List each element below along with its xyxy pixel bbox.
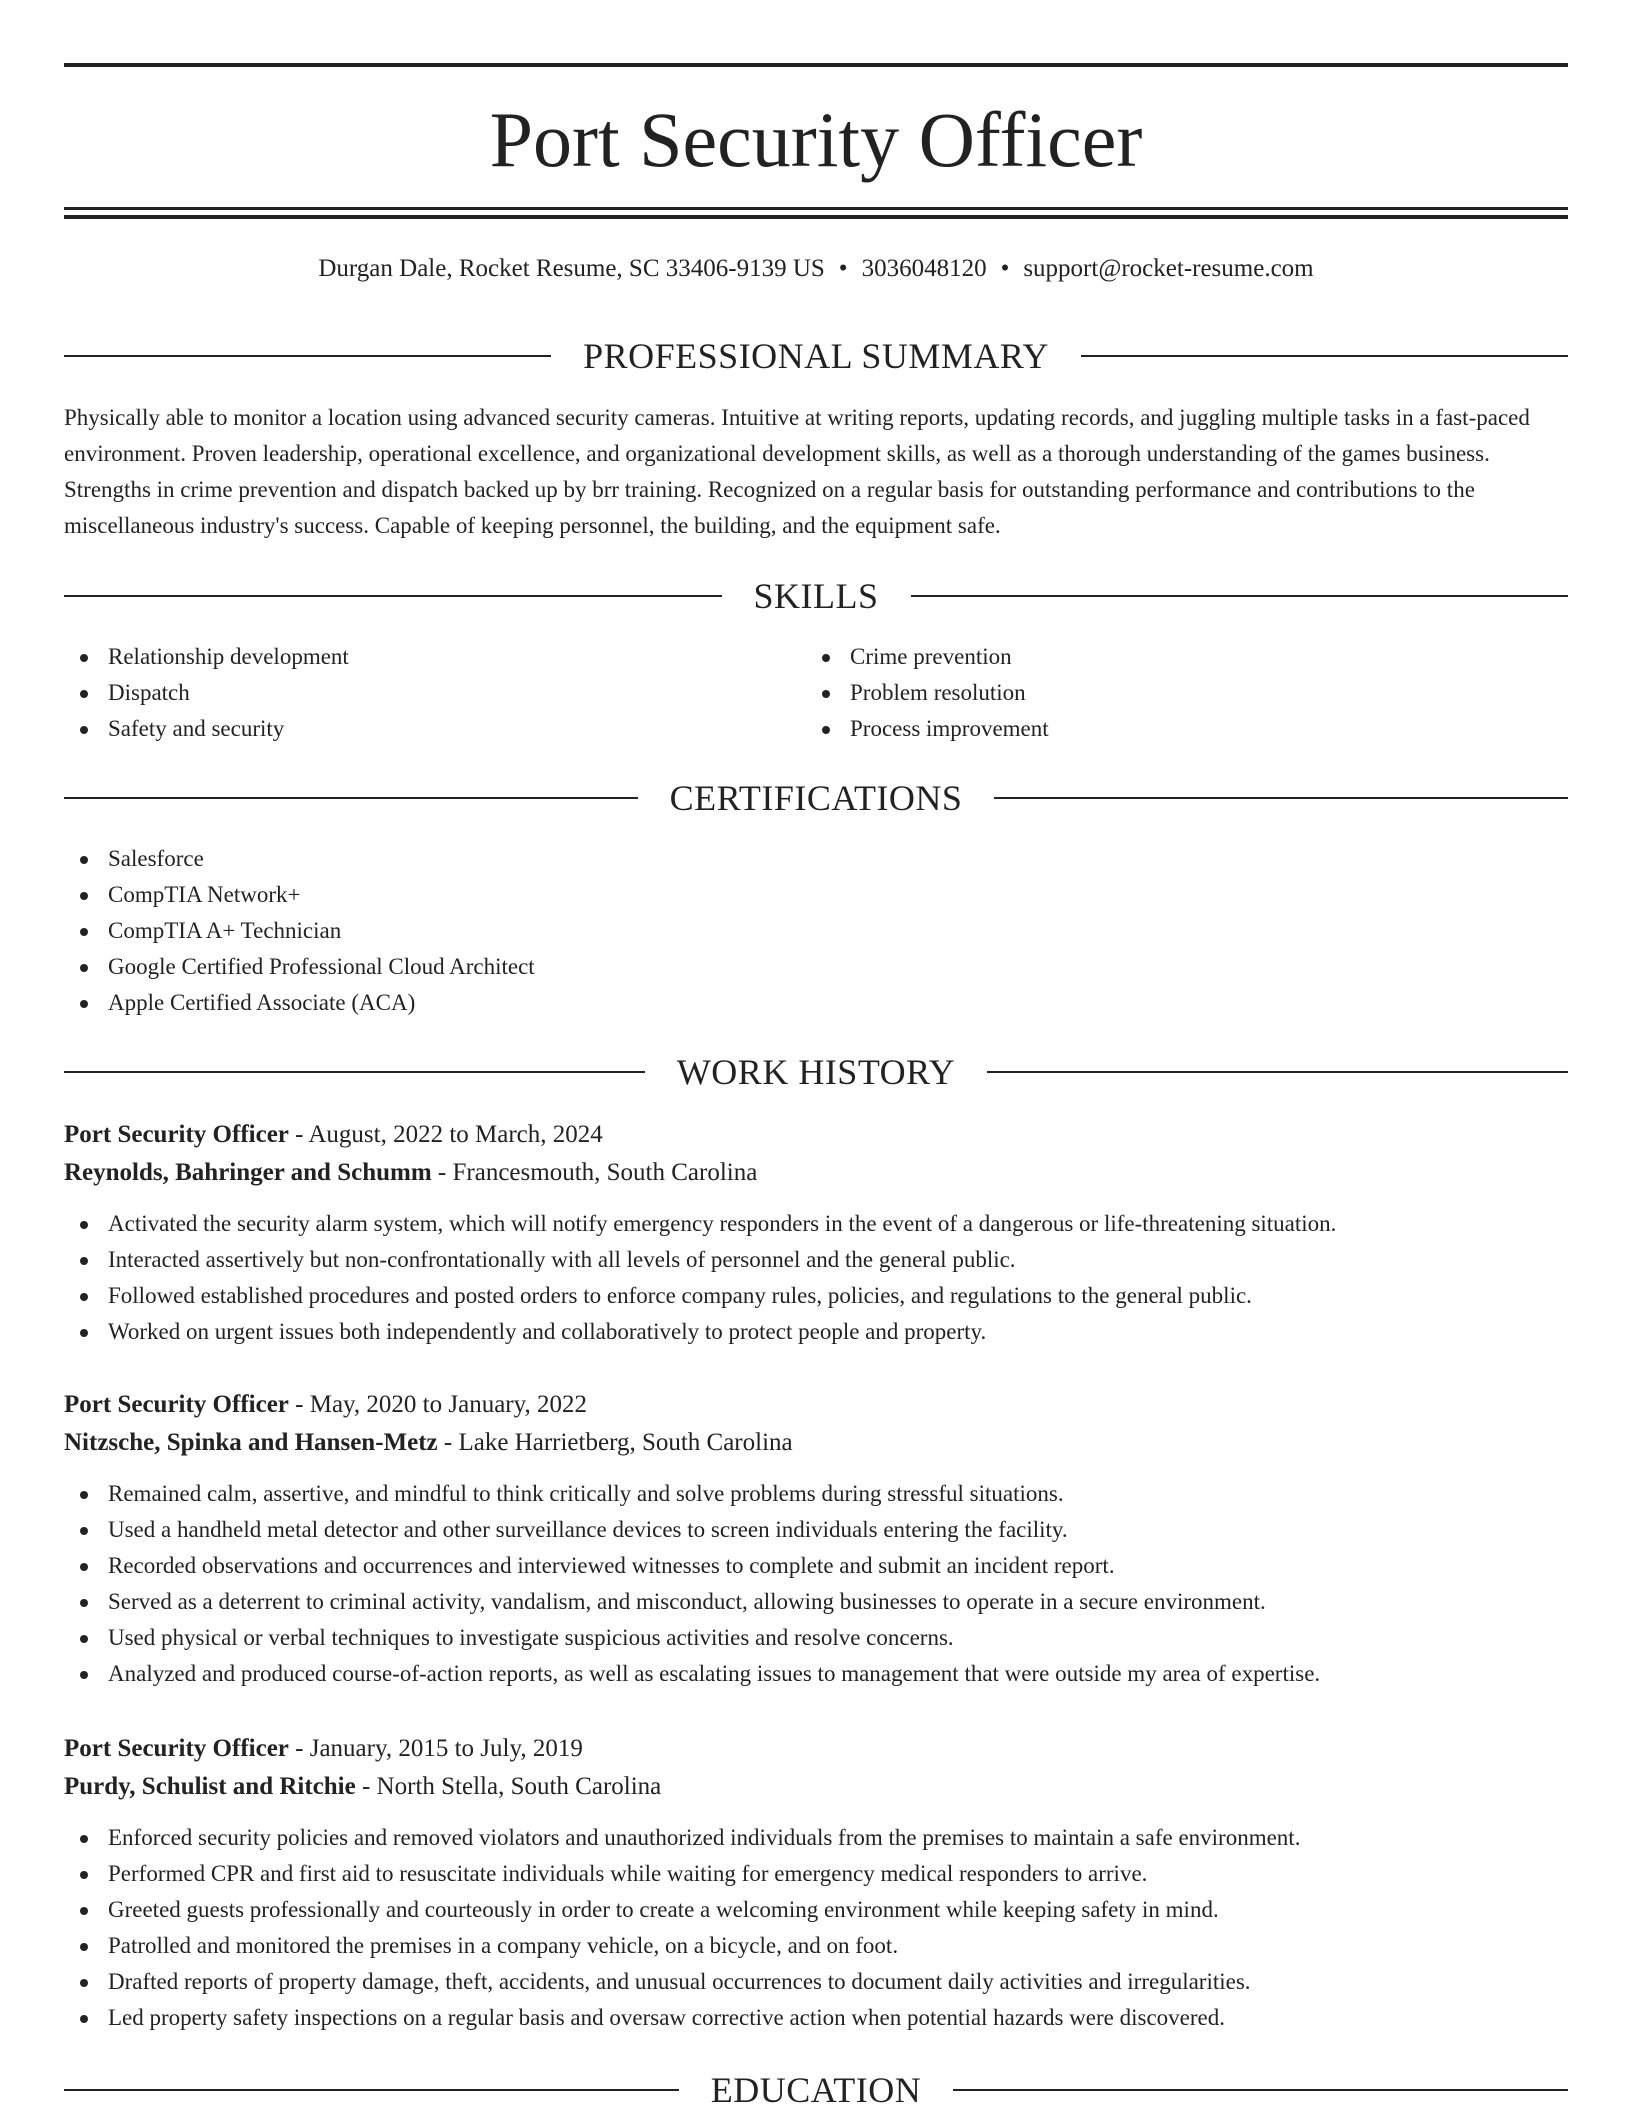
divider [64,1071,645,1073]
job-title-line [64,1730,1568,1768]
job-bullets [64,1206,1568,1350]
job-bullet: Recorded observations and occurrences and interviewed witnesses to complete and submit an incident report. [64,1548,1568,1584]
job-dates: - August, 2022 to March, 2024 [288,1121,603,1148]
divider [953,2089,1568,2091]
job-bullets [64,1476,1568,1692]
section-header-work-history [64,1052,1568,1092]
job-entry [64,1386,1568,1692]
job-company-line [64,1154,1568,1192]
job-company-line [64,1768,1568,1806]
job-bullet: Drafted reports of property damage, theft, accidents, and unusual occurrences to document daily activities and irregularities. [64,1964,1568,2000]
divider [64,355,551,357]
section-title: SKILLS [753,576,879,616]
job-location: - Lake Harrietberg, South Carolina [437,1429,793,1456]
section-header-certifications [64,778,1568,818]
job-entry [64,1730,1568,2036]
contact-phone: 3036048120 [861,255,987,282]
section-title: CERTIFICATIONS [669,778,963,818]
skills-list-left [64,639,764,747]
job-title: Port Security Officer [64,1391,289,1418]
job-company: Nitzsche, Spinka and Hansen-Metz [64,1429,438,1456]
section-header-summary [64,336,1568,376]
divider [64,797,638,799]
resume-title: Port Security Officer [489,96,1143,183]
skill-item: Dispatch [64,675,764,711]
skill-item: Safety and security [64,711,764,747]
skill-item: Process improvement [806,711,1506,747]
job-bullet: Interacted assertively but non-confrontationally with all levels of personnel and the general public. [64,1242,1568,1278]
job-entry [64,1116,1568,1350]
job-dates: - January, 2015 to July, 2019 [288,1735,583,1762]
job-title-line [64,1116,1568,1154]
job-company: Reynolds, Bahringer and Schumm [64,1159,432,1186]
certifications-list [64,841,1568,1021]
job-company: Purdy, Schulist and Ritchie [64,1773,356,1800]
job-bullet: Led property safety inspections on a regular basis and oversaw corrective action when potential hazards were discovered. [64,2000,1568,2036]
summary-text: Physically able to monitor a location using advanced security cameras. Intuitive at writing reports, updating records, and juggling multiple tasks in a fast-paced environment. Proven leadership, operational excellence, and organizational development skills, as well as a thorough understanding of the games business. Strengths in crime prevention and dispatch backed up by brr training. Recognized on a regular basis for outstanding performance and contributions to the miscellaneous industry's success. Capable of keeping personnel, the building, and the equipment safe. [64,405,1530,538]
job-bullet: Analyzed and produced course-of-action reports, as well as escalating issues to management that were outside my area of expertise. [64,1656,1568,1692]
job-bullet: Performed CPR and first aid to resuscitate individuals while waiting for emergency medical responders to arrive. [64,1856,1568,1892]
contact-separator: • [1000,255,1010,282]
job-bullets [64,1820,1568,2036]
contact-line [64,253,1568,285]
certification-item: Google Certified Professional Cloud Architect [64,949,1568,985]
skill-item: Crime prevention [806,639,1506,675]
divider [64,595,722,597]
skills-list-right [806,639,1506,747]
job-title-line [64,1386,1568,1424]
contact-address: Durgan Dale, Rocket Resume, SC 33406-9139 US [318,255,825,282]
job-bullet: Served as a deterrent to criminal activity, vandalism, and misconduct, allowing businesses to operate in a secure environment. [64,1584,1568,1620]
divider [911,595,1569,597]
job-bullet: Activated the security alarm system, which will notify emergency responders in the event of a dangerous or life-threatening situation. [64,1206,1568,1242]
section-title: PROFESSIONAL SUMMARY [583,336,1049,376]
contact-email: support@rocket-resume.com [1023,255,1314,282]
job-location: - North Stella, South Carolina [355,1773,662,1800]
job-title: Port Security Officer [64,1735,289,1762]
skill-item: Problem resolution [806,675,1506,711]
divider [1081,355,1568,357]
contact-separator: • [838,255,848,282]
job-bullet: Greeted guests professionally and courteously in order to create a welcoming environment while keeping safety in mind. [64,1892,1568,1928]
divider [64,2089,679,2091]
job-title: Port Security Officer [64,1121,289,1148]
job-bullet: Remained calm, assertive, and mindful to think critically and solve problems during stressful situations. [64,1476,1568,1512]
job-bullet: Used a handheld metal detector and other surveillance devices to screen individuals entering the facility. [64,1512,1568,1548]
divider [987,1071,1568,1073]
job-bullet: Worked on urgent issues both independently and collaboratively to protect people and property. [64,1314,1568,1350]
certification-item: CompTIA Network+ [64,877,1568,913]
section-title: WORK HISTORY [676,1052,956,1092]
job-bullet: Used physical or verbal techniques to investigate suspicious activities and resolve concerns. [64,1620,1568,1656]
certification-item: Apple Certified Associate (ACA) [64,985,1568,1021]
job-bullet: Enforced security policies and removed violators and unauthorized individuals from the premises to maintain a safe environment. [64,1820,1568,1856]
title-rule-lower [64,215,1568,219]
divider [994,797,1568,799]
section-header-skills [64,576,1568,616]
job-bullet: Followed established procedures and posted orders to enforce company rules, policies, and regulations to the general public. [64,1278,1568,1314]
section-header-education [64,2070,1568,2110]
job-company-line [64,1424,1568,1462]
skill-item: Relationship development [64,639,764,675]
job-location: - Francesmouth, South Carolina [431,1159,758,1186]
certification-item: CompTIA A+ Technician [64,913,1568,949]
top-rule [64,63,1568,67]
title-rule-upper [64,207,1568,210]
job-dates: - May, 2020 to January, 2022 [288,1391,587,1418]
certification-item: Salesforce [64,841,1568,877]
section-title: EDUCATION [710,2070,922,2110]
job-bullet: Patrolled and monitored the premises in a company vehicle, on a bicycle, and on foot. [64,1928,1568,1964]
